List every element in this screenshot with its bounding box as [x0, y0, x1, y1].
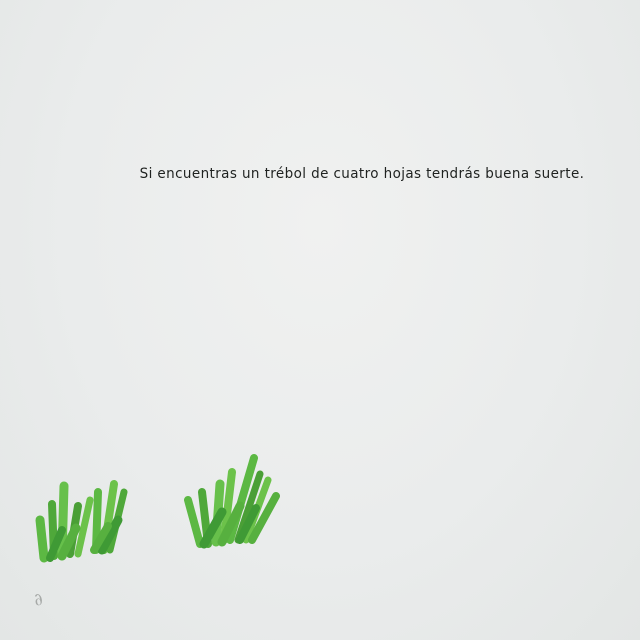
- grass-clump-right-icon: [182, 448, 292, 558]
- grass-clump-left-icon: [32, 470, 142, 570]
- story-sentence: [0, 166, 640, 182]
- page-mark: ∂: [30, 589, 46, 611]
- story-sentence-text: Si encuentras un trébol de cuatro hojas tendrás buena suerte.: [139, 165, 585, 183]
